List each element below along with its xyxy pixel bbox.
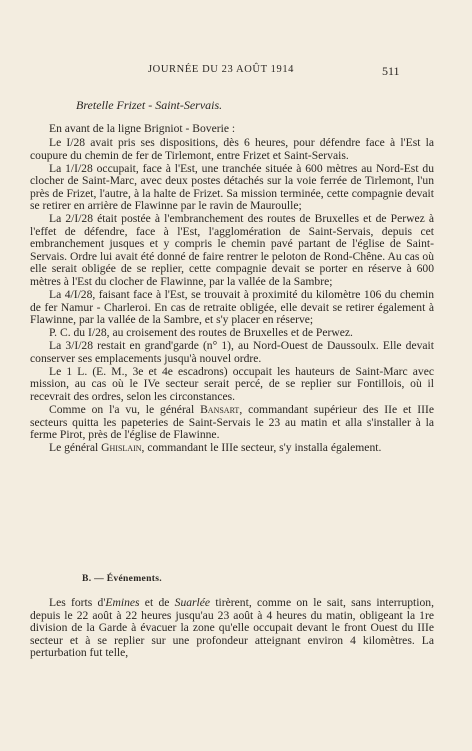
running-head <box>0 64 472 78</box>
paragraph-events <box>30 597 434 660</box>
running-title: JOURNÉE DU 23 AOÛT 1914 <box>148 64 295 75</box>
paragraph-bansart <box>30 404 434 442</box>
paragraph-1l: Le 1 L. (E. M., 3e et 4e escadrons) occupait les hauteurs de Saint-Marc avec mission, au cas où le IVe secteur serait percé, de se replier sur Fontillois, où il recevrait des ordres, selon les circonstances. <box>30 364 434 403</box>
section-title: Bretelle Frizet - Saint-Servais. <box>76 98 223 112</box>
events-block <box>30 597 434 660</box>
text-run: Le général <box>49 441 102 455</box>
paragraph-3-i28: La 3/I/28 restait en grand'garde (n° 1), au Nord-Ouest de Daussoulx. Elle devait conserver ses emplacements jusqu'à nouvel ordre. <box>30 339 434 365</box>
person-name: Bansart <box>200 402 240 416</box>
dispositions-block <box>30 137 434 455</box>
text-run: tirèrent, comme on le sait, sans interruption, depuis le 22 août à 22 heures jusqu'au 23 août à 4 heures du matin, obligeant la 1re division de la Garde à évacuer la zone qu'elle occupait devant le front Ouest du IIIe secteur et à se replier sur une profondeur atteignant environ 4 kilomètres. La perturbation fut telle, <box>30 596 434 660</box>
fort-name: Suarlée <box>174 596 211 609</box>
paragraph-i28: Le I/28 avait pris ses dispositions, dès 6 heures, pour défendre face à l'Est la coupure du chemin de fer de Tirlemont, entre Frizet et Saint-Servais. <box>30 136 434 162</box>
text-run: Les forts d' <box>49 596 106 609</box>
paragraph-pc-i28: P. C. du I/28, au croisement des routes de Bruxelles et de Perwez. <box>49 326 353 340</box>
paragraph-4-i28: La 4/I/28, faisant face à l'Est, se trouvait à proximité du kilomètre 106 du chemin de fer Namur - Charleroi. En cas de retraite obligée, elle devait se retirer également à Flawinne, par la vallée de la Sambre, et s'y placer en réserve; <box>30 288 434 327</box>
text-run: Comme on l'a vu, le général <box>49 402 201 416</box>
text-run: , commandant le IIIe secteur, s'y installa également. <box>141 441 382 455</box>
intro-block <box>30 123 434 136</box>
text-run: et de <box>139 596 175 609</box>
fort-name: Emines <box>105 596 140 609</box>
intro-paragraph: En avant de la ligne Brigniot - Boverie : <box>49 122 236 135</box>
paragraph-2-i28: La 2/I/28 était postée à l'embranchement des routes de Bruxelles et de Perwez à l'effet de défendre, face à l'Est, l'agglomération de Saint-Servais, depuis cet embranchement jusques et y compris le chemin pavé partant de l'église de Saint-Servais. Ordre lui avait été donné de faire rentrer le peloton de Rond-Chêne. Au cas où elle serait obligée de se replier, cette compagnie devait se porter en réserve à 600 mètres à l'Est du clocher de Flawinne, par la vallée de la Sambre; <box>30 212 434 289</box>
subheading-events: B. — Événements. <box>82 573 162 584</box>
person-name: Ghislain <box>101 441 142 455</box>
text-run: , commandant supérieur des IIe et IIIe secteurs quitta les papeteries de Saint-Servais le 23 au matin et alla s'installer à la ferme Pirot, près de l'église de Flawinne. <box>30 402 434 442</box>
paragraph-1-i28: La 1/I/28 occupait, face à l'Est, une tranchée située à 600 mètres au Nord-Est du clocher de Saint-Marc, avec deux postes détachés sur la voie ferrée de Tirlemont, l'un près de Frizet, l'autre, à la halte de Frizet. Sa mission terminée, cette compagnie devait se retirer en arrière de Flawinne par le ravin de Mauroulle; <box>30 161 434 213</box>
paragraph-ghislain <box>30 442 434 455</box>
page-number: 511 <box>382 64 400 78</box>
